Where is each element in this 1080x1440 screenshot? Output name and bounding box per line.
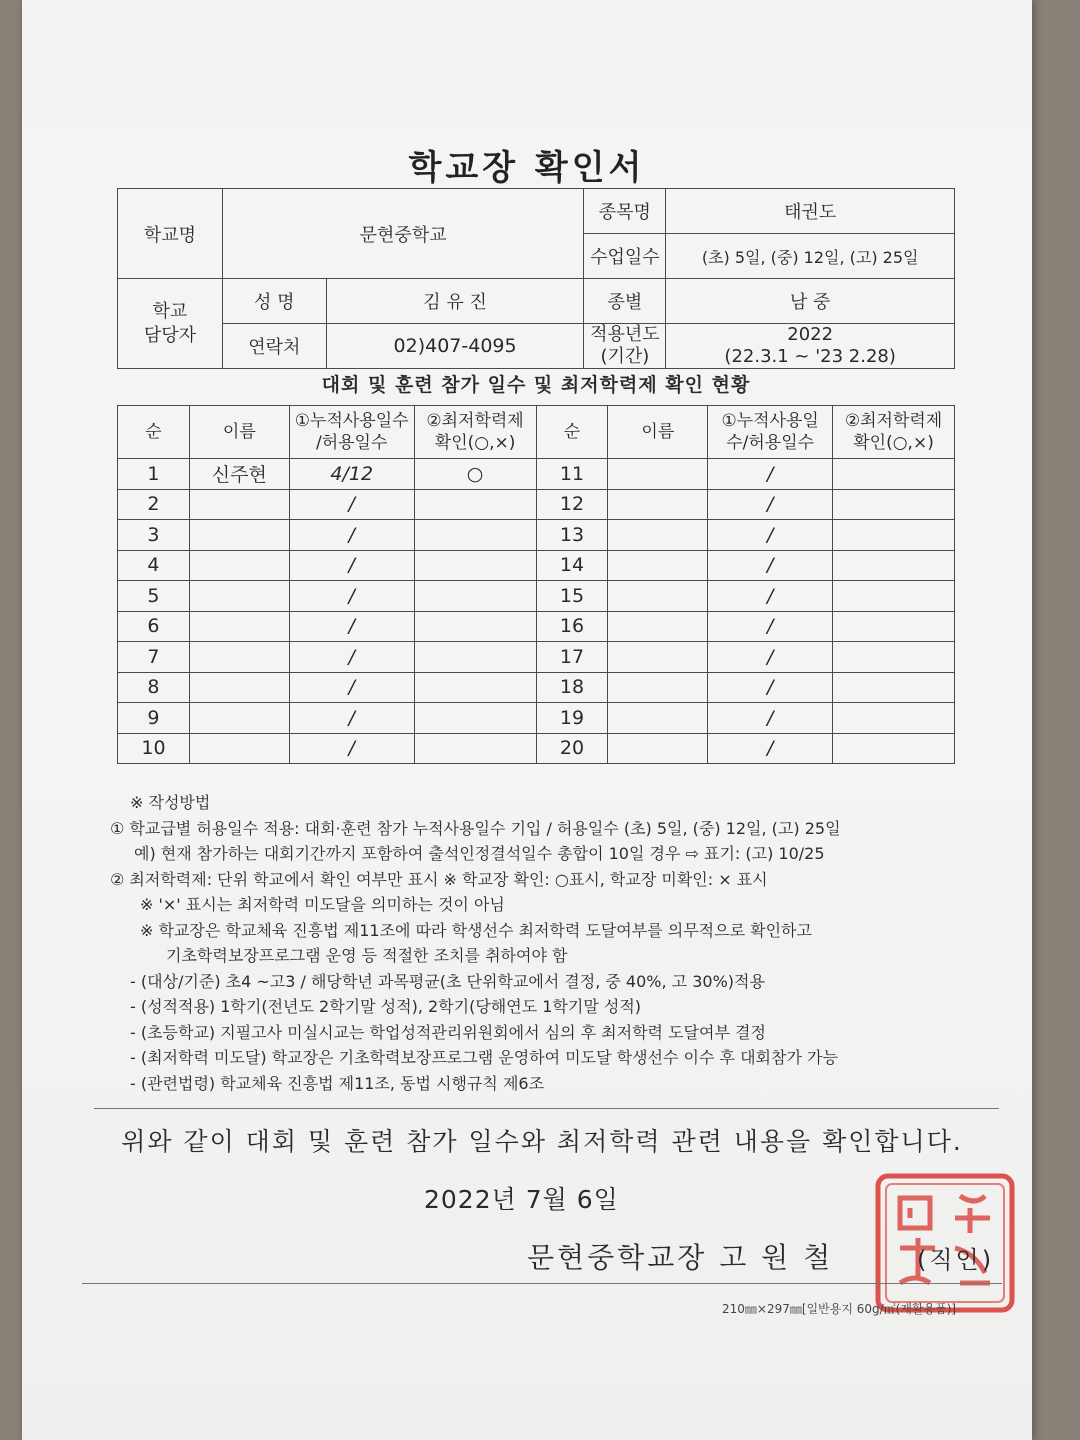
row-name (189, 642, 289, 673)
row-name-2 (608, 520, 708, 551)
row-days: / (289, 611, 414, 642)
row-days: / (289, 703, 414, 734)
year-value: 2022 (787, 324, 834, 345)
row-no-2: 20 (536, 733, 608, 764)
col-name-2: 이름 (608, 406, 708, 459)
row-name-2 (608, 672, 708, 703)
school-name-value: 문현중학교 (222, 189, 584, 279)
table-row (118, 703, 955, 734)
row-no-2: 13 (536, 520, 608, 551)
row-name-2 (608, 733, 708, 764)
row-no: 6 (118, 611, 190, 642)
row-name-2 (608, 642, 708, 673)
note-1: ① 학교급별 허용일수 적용: 대회·훈련 참가 누적사용일수 기입 / 허용일수 (초) 5일, (중) 12일, (고) 25일 (110, 818, 841, 838)
row-days-2: / (708, 581, 833, 612)
year-cell (666, 324, 955, 369)
school-name-label: 학교명 (118, 189, 223, 279)
row-name (189, 611, 289, 642)
col-no-2: 순 (536, 406, 608, 459)
table-row (118, 733, 955, 764)
row-days: / (289, 550, 414, 581)
type-value: 남 중 (666, 279, 955, 324)
row-grade-2 (833, 520, 955, 551)
staff-label: 학교 담당자 (118, 279, 223, 369)
row-days: / (289, 733, 414, 764)
table-row (118, 672, 955, 703)
type-label: 종별 (584, 279, 666, 324)
col-days: ①누적사용일수 /허용일수 (289, 406, 414, 459)
row-name: 신주현 (189, 459, 289, 490)
paper-spec: 210㎜×297㎜[일반용지 60g/㎡(재활용품)] (722, 1302, 957, 1316)
year-period: (22.3.1 ~ '23 2.28) (724, 346, 896, 367)
col-days-2: ①누적사용일 수/허용일수 (708, 406, 833, 459)
row-grade (414, 672, 536, 703)
table-row (118, 550, 955, 581)
note-1-example: 예) 현재 참가하는 대회기간까지 포함하여 출석인정결석일수 총합이 10일 경우 ⇨ 표기: (고) 10/25 (134, 844, 825, 863)
row-grade: ○ (414, 459, 536, 490)
table-row (118, 611, 955, 642)
row-grade (414, 733, 536, 764)
row-days-2: / (708, 703, 833, 734)
table-row (118, 581, 955, 612)
row-no-2: 11 (536, 459, 608, 490)
name-label: 성 명 (222, 279, 326, 324)
table-header-row (118, 406, 955, 459)
notes-heading: ※ 작성방법 (130, 793, 211, 812)
bottom-divider (82, 1283, 1002, 1284)
detail-5: - (관련법령) 학교체육 진흥법 제11조, 동법 시행규칙 제6조 (130, 1073, 545, 1093)
detail-3: - (초등학교) 지필고사 미실시교는 학업성적관리위원회에서 심의 후 최저학력 도달여부 결정 (130, 1022, 766, 1042)
row-name-2 (608, 550, 708, 581)
row-no: 7 (118, 642, 190, 673)
detail-4: - (최저학력 미도달) 학교장은 기초학력보장프로그램 운영하여 미도달 학생선수 이수 후 대회참가 가능 (130, 1048, 838, 1067)
row-days: / (289, 520, 414, 551)
row-grade-2 (833, 733, 955, 764)
table-row (118, 520, 955, 551)
confirmation-statement: 위와 같이 대회 및 훈련 참가 일수와 최저학력 관련 내용을 확인합니다. (121, 1127, 963, 1156)
row-grade-2 (833, 611, 955, 642)
name-value: 김 유 진 (326, 279, 584, 324)
row-name (189, 733, 289, 764)
row-no: 4 (118, 550, 190, 581)
row-no-2: 19 (536, 703, 608, 734)
row-days-2: / (708, 642, 833, 673)
note-2-a: ※ '×' 표시는 최저학력 미도달을 의미하는 것이 아님 (140, 895, 505, 914)
contact-value: 02)407-4095 (326, 324, 584, 369)
row-days-2: / (708, 550, 833, 581)
row-no-2: 14 (536, 550, 608, 581)
row-days: / (289, 672, 414, 703)
row-name-2 (608, 611, 708, 642)
document-title: 학교장 확인서 (408, 148, 646, 188)
section-title: 대회 및 훈련 참가 일수 및 최저학력제 확인 현황 (321, 374, 751, 396)
row-name-2 (608, 489, 708, 520)
table-row (118, 459, 955, 490)
row-name (189, 703, 289, 734)
row-no: 10 (118, 733, 190, 764)
note-2: ② 최저학력제: 단위 학교에서 확인 여부만 표시 ※ 학교장 확인: ○표시, 학교장 미확인: × 표시 (110, 869, 768, 889)
row-grade (414, 611, 536, 642)
row-no-2: 12 (536, 489, 608, 520)
sport-label: 종목명 (584, 189, 666, 234)
row-name (189, 489, 289, 520)
row-days-2: / (708, 520, 833, 551)
table-row (118, 489, 955, 520)
row-grade (414, 642, 536, 673)
note-2-b: ※ 학교장은 학교체육 진흥법 제11조에 따라 학생선수 최저학력 도달여부를 의무적으로 확인하고 (140, 920, 812, 940)
principal-signature: 문현중학교장 고 원 철 (527, 1241, 834, 1274)
row-no-2: 17 (536, 642, 608, 673)
row-grade-2 (833, 581, 955, 612)
row-no: 8 (118, 672, 190, 703)
row-days: / (289, 489, 414, 520)
instructions (110, 790, 1010, 1096)
sport-value: 태권도 (666, 189, 955, 234)
class-days-value: (초) 5일, (중) 12일, (고) 25일 (666, 234, 955, 279)
certificate-paper (22, 0, 1032, 1440)
detail-2: - (성적적용) 1학기(전년도 2학기말 성적), 2학기(당해연도 1학기말 성적) (130, 997, 642, 1016)
row-no: 9 (118, 703, 190, 734)
row-grade-2 (833, 642, 955, 673)
row-no: 2 (118, 489, 190, 520)
row-days-2: / (708, 489, 833, 520)
row-days-2: / (708, 672, 833, 703)
seal-label: (직인) (917, 1246, 995, 1274)
row-no: 5 (118, 581, 190, 612)
row-grade (414, 703, 536, 734)
year-label: 적용년도 (기간) (584, 324, 666, 369)
row-name-2 (608, 581, 708, 612)
row-days: / (289, 642, 414, 673)
class-days-label: 수업일수 (584, 234, 666, 279)
row-name (189, 581, 289, 612)
contact-label: 연락처 (222, 324, 326, 369)
row-name (189, 672, 289, 703)
row-name-2 (608, 703, 708, 734)
row-name (189, 550, 289, 581)
col-grade-2: ②최저학력제 확인(○,×) (833, 406, 955, 459)
participation-table (117, 405, 955, 764)
row-days-2: / (708, 733, 833, 764)
row-no-2: 15 (536, 581, 608, 612)
row-grade (414, 489, 536, 520)
row-no-2: 18 (536, 672, 608, 703)
col-grade: ②최저학력제 확인(○,×) (414, 406, 536, 459)
col-no: 순 (118, 406, 190, 459)
row-grade-2 (833, 459, 955, 490)
table-row (118, 642, 955, 673)
divider (94, 1108, 999, 1109)
row-grade-2 (833, 703, 955, 734)
detail-1: - (대상/기준) 초4 ~고3 / 해당학년 과목평균(초 단위학교에서 결정, 중 40%, 고 30%)적용 (130, 971, 765, 991)
row-grade (414, 550, 536, 581)
note-2-c: 기초학력보장프로그램 운영 등 적절한 조치를 취하여야 함 (166, 946, 568, 965)
col-name: 이름 (189, 406, 289, 459)
row-days-2: / (708, 459, 833, 490)
row-grade (414, 520, 536, 551)
row-days: 4/12 (289, 459, 414, 490)
row-grade (414, 581, 536, 612)
row-days: / (289, 581, 414, 612)
row-name-2 (608, 459, 708, 490)
row-days-2: / (708, 611, 833, 642)
row-grade-2 (833, 489, 955, 520)
row-name (189, 520, 289, 551)
row-no: 3 (118, 520, 190, 551)
row-grade-2 (833, 550, 955, 581)
row-no-2: 16 (536, 611, 608, 642)
issue-date: 2022년 7월 6일 (424, 1185, 619, 1214)
row-no: 1 (118, 459, 190, 490)
row-grade-2 (833, 672, 955, 703)
info-table (117, 188, 955, 369)
